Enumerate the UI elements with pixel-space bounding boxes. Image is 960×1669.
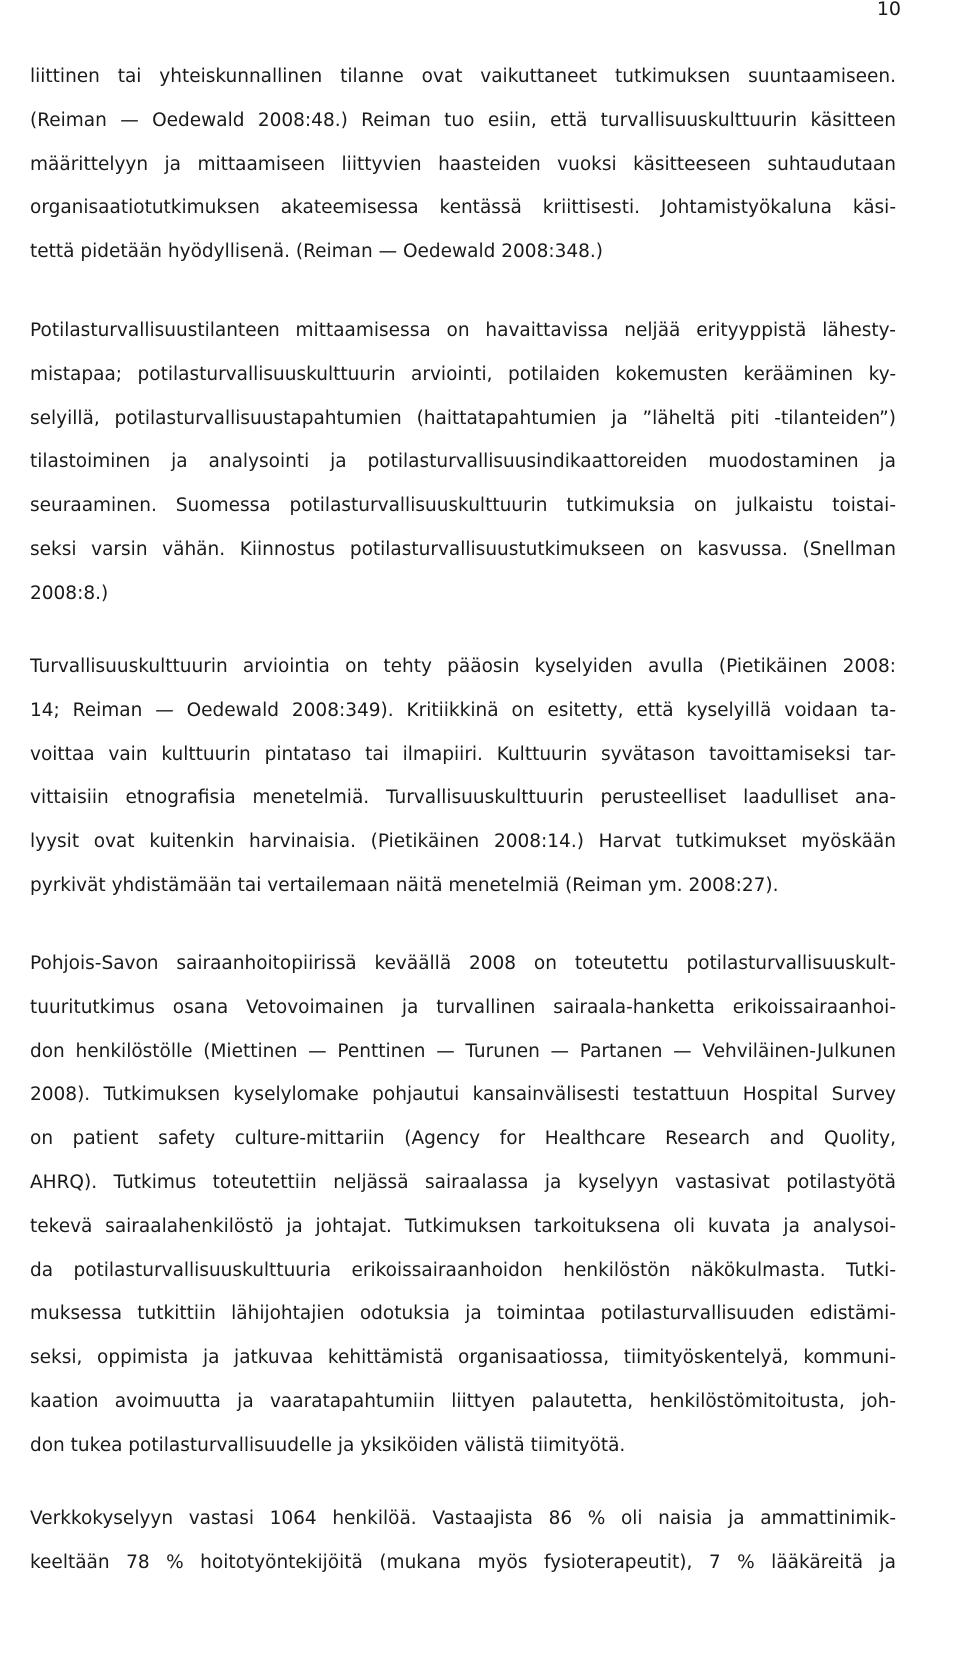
text-line: selyillä, potilasturvallisuustapahtumien (haittatapahtumien ja ”läheltä piti -tilanteiden”) bbox=[30, 407, 896, 429]
text-line: seksi varsin vähän. Kiinnostus potilasturvallisuustutkimukseen on kasvussa. (Snellman bbox=[30, 538, 896, 560]
text-line: seuraaminen. Suomessa potilasturvallisuuskulttuurin tutkimuksia on julkaistu toistai- bbox=[30, 495, 896, 517]
text-line: seksi, oppimista ja jatkuvaa kehittämistä organisaatiossa, tiimityöskentelyä, kommuni- bbox=[30, 1347, 896, 1369]
text-line: kaation avoimuutta ja vaaratapahtumiin liittyen palautetta, henkilöstömitoitusta, joh- bbox=[30, 1390, 896, 1412]
text-line: keeltään 78 % hoitotyöntekijöitä (mukana myös fysioterapeutit), 7 % lääkäreitä ja bbox=[30, 1551, 896, 1573]
text-line: tekevä sairaalahenkilöstö ja johtajat. Tutkimuksen tarkoituksena oli kuvata ja analysoi- bbox=[30, 1215, 896, 1237]
text-line: muksessa tutkittiin lähijohtajien odotuksia ja toimintaa potilasturvallisuuden edistämi- bbox=[30, 1303, 896, 1325]
paragraph-1 bbox=[30, 55, 896, 274]
text-line: 2008:8.) bbox=[30, 582, 109, 604]
text-line: Pohjois-Savon sairaanhoitopiirissä keväällä 2008 on toteutettu potilasturvallisuuskult- bbox=[30, 953, 896, 974]
text-line: lyysit ovat kuitenkin harvinaisia. (Pietikäinen 2008:14.) Harvat tutkimukset myöskään bbox=[30, 831, 896, 853]
text-line: voittaa vain kulttuurin pintataso tai ilmapiiri. Kulttuurin syvätason tavoittamiseksi tar- bbox=[30, 743, 896, 765]
text-line: Potilasturvallisuustilanteen mittaamisessa on havaittavissa neljää erityyppistä lähesty- bbox=[30, 320, 896, 341]
text-line: AHRQ). Tutkimus toteutettiin neljässä sairaalassa ja kyselyyn vastasivat potilastyötä bbox=[30, 1171, 896, 1193]
text-line: tilastoiminen ja analysointi ja potilasturvallisuusindikaattoreiden muodostaminen ja bbox=[30, 451, 896, 473]
text-line: 14; Reiman — Oedewald 2008:349). Kritiikkinä on esitetty, että kyselyillä voidaan ta- bbox=[30, 699, 896, 721]
paragraph-2 bbox=[30, 309, 896, 616]
text-line: Verkkokyselyyn vastasi 1064 henkilöä. Vastaajista 86 % oli naisia ja ammattinimik- bbox=[30, 1508, 896, 1529]
text-line: don tukea potilasturvallisuudelle ja yksiköiden välistä tiimityötä. bbox=[30, 1434, 626, 1456]
text-line: 2008). Tutkimuksen kyselylomake pohjautui kansainvälisesti testattuun Hospital Survey bbox=[30, 1084, 896, 1106]
text-line: don henkilöstölle (Miettinen — Penttinen — Turunen — Partanen — Vehviläinen-Julkunen bbox=[30, 1040, 896, 1062]
text-line: da potilasturvallisuuskulttuuria erikoissairaanhoidon henkilöstön näkökulmasta. Tutki- bbox=[30, 1259, 896, 1281]
text-line: määrittelyyn ja mittaamiseen liittyvien haasteiden vuoksi käsitteeseen suhtaudutaan bbox=[30, 153, 896, 175]
page-number: 10 bbox=[876, 0, 901, 20]
text-line: tettä pidetään hyödyllisenä. (Reiman — Oedewald 2008:348.) bbox=[30, 241, 603, 263]
paragraph-4 bbox=[30, 942, 896, 1468]
text-line: on patient safety culture-mittariin (Agency for Healthcare Research and Quolity, bbox=[30, 1128, 896, 1150]
text-line: organisaatiotutkimuksen akateemisessa kentässä kriittisesti. Johtamistyökaluna käsi- bbox=[30, 197, 896, 219]
text-line: liittinen tai yhteiskunnallinen tilanne ovat vaikuttaneet tutkimuksen suuntaamiseen. bbox=[30, 66, 896, 87]
text-line: tuuritutkimus osana Vetovoimainen ja turvallinen sairaala-hanketta erikoissairaanhoi- bbox=[30, 996, 896, 1018]
text-line: vittaisiin etnografisia menetelmiä. Turvallisuuskulttuurin perusteelliset laadulliset ana- bbox=[30, 787, 896, 809]
text-line: Turvallisuuskulttuurin arviointia on tehty pääosin kyselyiden avulla (Pietikäinen 2008: bbox=[30, 656, 896, 677]
text-line: pyrkivät yhdistämään tai vertailemaan näitä menetelmiä (Reiman ym. 2008:27). bbox=[30, 874, 779, 896]
paragraph-3 bbox=[30, 645, 896, 908]
text-line: (Reiman — Oedewald 2008:48.) Reiman tuo esiin, että turvallisuuskulttuurin käsitteen bbox=[30, 109, 896, 131]
text-line: mistapaa; potilasturvallisuuskulttuurin arviointi, potilaiden kokemusten kerääminen ky- bbox=[30, 363, 896, 385]
paragraph-5 bbox=[30, 1497, 896, 1585]
